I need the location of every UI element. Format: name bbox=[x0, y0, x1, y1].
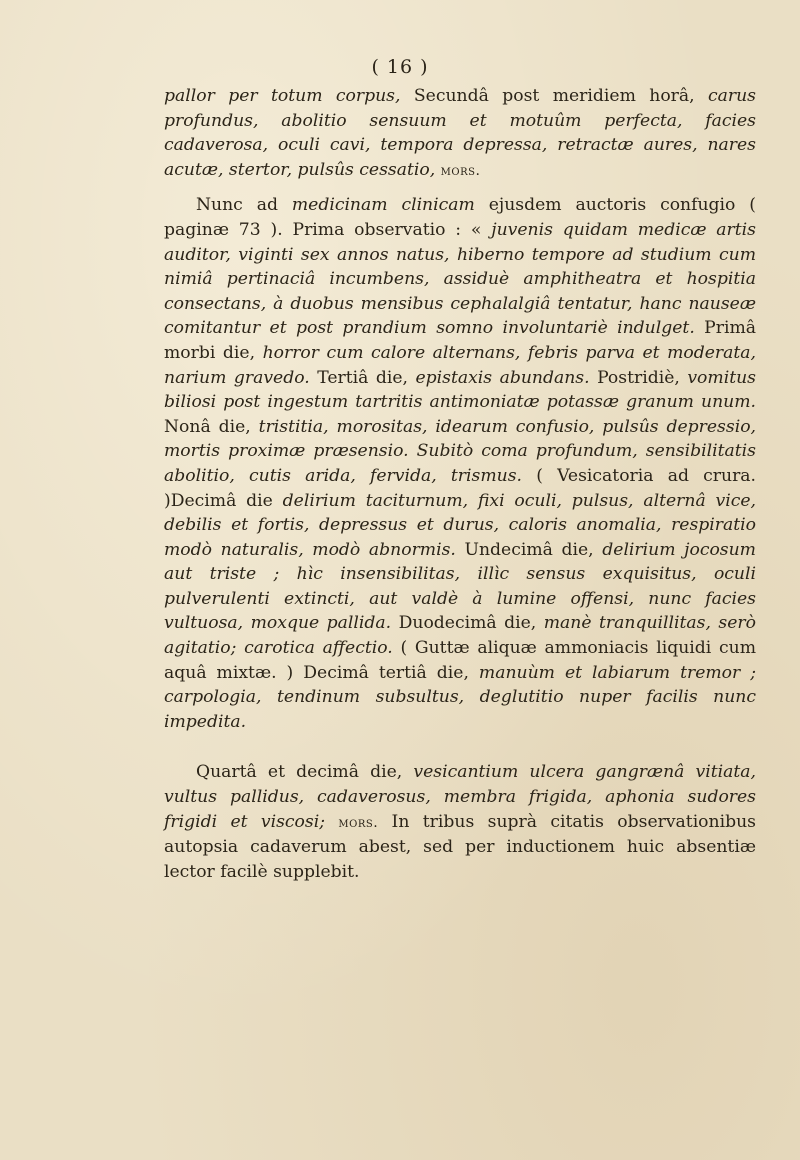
text-run: ( Vesicatoria ad crura. )Decimâ die bbox=[164, 465, 757, 511]
text-run: medicinam clinicam bbox=[291, 195, 475, 216]
paragraph-3 bbox=[164, 760, 756, 884]
text-run: vomitus biliosi post ingestum tartritis antimoniatæ potassæ granum unum. bbox=[164, 367, 756, 413]
text-run: delirium taciturnum, fixi oculi, pulsus, alternâ vice, debilis et fortis, depressus et durus, caloris anomalia, respiratio modò naturalis, modò abnormis. bbox=[164, 490, 756, 560]
text-run: Quartâ et decimâ die, bbox=[196, 762, 414, 783]
text-run: mors. bbox=[440, 162, 481, 179]
text-run: Undecimâ die, bbox=[455, 539, 603, 560]
text-run: Nunc ad bbox=[196, 195, 292, 216]
text-run: ( Guttæ aliquæ ammoniacis liquidi cum aquâ mixtæ. ) Decimâ tertiâ die, bbox=[164, 638, 756, 683]
paragraph-1 bbox=[164, 84, 756, 183]
text-run: Primâ morbi die, bbox=[164, 318, 756, 363]
text-run: pallor per totum corpus, bbox=[164, 86, 414, 106]
page-number: ( 16 ) bbox=[371, 56, 429, 78]
text-run: delirium jocosum aut triste ; hìc insensibilitas, illìc sensus exquisitus, oculi pulverulenti extincti, aut valdè à lumine offensi, nunc facies vultuosa, moxque pallida. bbox=[164, 539, 756, 634]
body-text bbox=[164, 84, 756, 884]
text-run: Postridiè, bbox=[589, 367, 688, 388]
text-run: tristitia, morositas, idearum confusio, pulsûs depressio, mortis proximæ præsensio. Subitò coma profundum, sensibilitatis abolitio, cutis arida, fervida, trismus. bbox=[164, 416, 757, 486]
text-run: ejusdem auctoris confugio ( paginæ 73 ). Prima observatio : « bbox=[164, 195, 756, 240]
text-run: In tribus suprà citatis observationibus autopsia cadaverum abest, sed per inductionem huic absentiæ lector facilè supplebit. bbox=[164, 811, 756, 882]
text-run: manè tranquillitas, serò agitatio; carotica affectio. bbox=[164, 613, 756, 659]
text-run: horror cum calore alternans, febris parva et moderata, narium gravedo. bbox=[164, 342, 756, 388]
text-run: Nonâ die, bbox=[164, 416, 259, 437]
text-run: mors. bbox=[338, 814, 379, 831]
text-run: Secundâ post meridiem horâ, bbox=[413, 86, 709, 106]
paragraph-2 bbox=[164, 193, 756, 734]
text-run: juvenis quidam medicæ artis auditor, viginti sex annos natus, hiberno tempore ad studium cum nimiâ pertinaciâ incumbens, assiduè amphitheatra et hospitia consectans, à duobus mensibus cephalalgiâ tentatur, hanc nauseæ comitantur et post prandium somno involuntariè indulget. bbox=[164, 219, 756, 339]
text-run: carus profundus, abolitio sensuum et motuûm perfecta, facies cadaverosa, oculi cavi, tempora depressa, retractæ aures, nares acutæ, stertor, pulsûs cessatio, bbox=[164, 86, 756, 180]
text-run: Tertiâ die, bbox=[309, 367, 416, 388]
text-run: epistaxis abundans. bbox=[415, 367, 590, 388]
text-run: vesicantium ulcera gangrænâ vitiata, vultus pallidus, cadaverosus, membra frigida, aphonia sudores frigidi et viscosi; bbox=[164, 762, 756, 832]
text-run: Duodecimâ die, bbox=[391, 613, 544, 634]
text-run: manuùm et labiarum tremor ; carpologia, tendinum subsultus, deglutitio nuper facilis nunc impedita. bbox=[164, 662, 756, 732]
